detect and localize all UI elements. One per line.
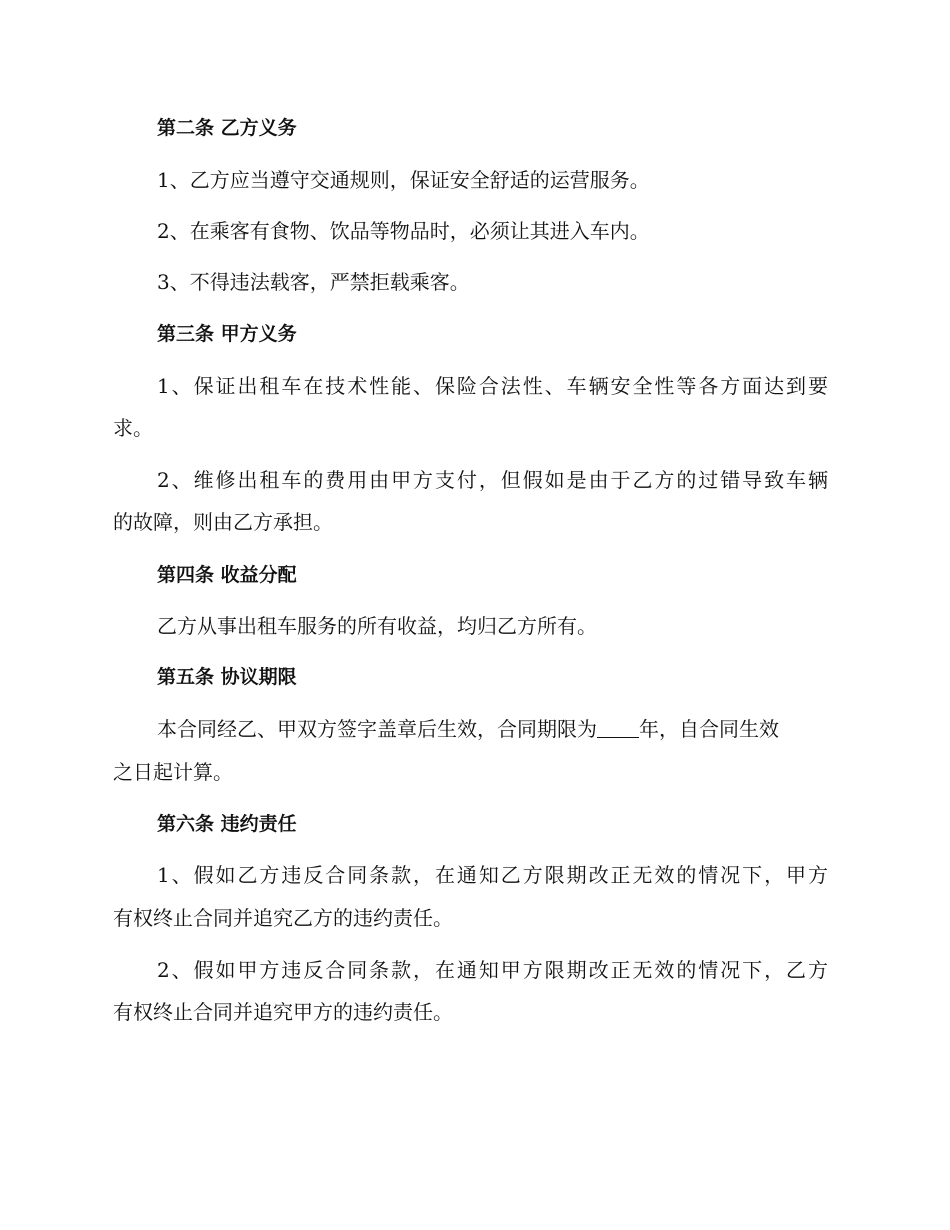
article-6-item-2-line-1: 2、假如甲方违反合同条款，在通知甲方限期改正无效的情况下，乙方 bbox=[157, 958, 828, 982]
article-3-item-2-line-1: 2、维修出租车的费用由甲方支付，但假如是由于乙方的过错导致车辆 bbox=[157, 468, 828, 492]
article-4-paragraph: 乙方从事出租车服务的所有收益，均归乙方所有。 bbox=[157, 614, 597, 638]
article-3-item-1-line-2: 求。 bbox=[113, 416, 153, 440]
article-5-text-b: 年，自合同生效 bbox=[639, 717, 779, 741]
article-2-item-2: 2、在乘客有食物、饮品等物品时，必须让其进入车内。 bbox=[157, 219, 650, 243]
article-2-item-3: 3、不得违法载客，严禁拒载乘客。 bbox=[157, 270, 470, 294]
article-3-item-2-line-2: 的故障，则由乙方承担。 bbox=[113, 510, 333, 534]
article-6-heading: 第六条 违约责任 bbox=[157, 813, 297, 835]
article-6-item-1-line-2: 有权终止合同并追究乙方的违约责任。 bbox=[113, 906, 453, 930]
article-3-item-1-line-1: 1、保证出租车在技术性能、保险合法性、车辆安全性等各方面达到要 bbox=[157, 374, 828, 398]
article-2-heading: 第二条 乙方义务 bbox=[157, 117, 297, 139]
article-2-item-1: 1、乙方应当遵守交通规则，保证安全舒适的运营服务。 bbox=[157, 168, 650, 192]
article-5-text-a: 本合同经乙、甲双方签字盖章后生效，合同期限为 bbox=[157, 717, 597, 741]
article-6-item-1-line-1: 1、假如乙方违反合同条款，在通知乙方限期改正无效的情况下，甲方 bbox=[157, 863, 828, 887]
article-6-item-2-line-2: 有权终止合同并追究甲方的违约责任。 bbox=[113, 1000, 453, 1024]
article-5-paragraph-line-1 bbox=[157, 715, 779, 743]
article-5-heading: 第五条 协议期限 bbox=[157, 666, 297, 688]
article-3-heading: 第三条 甲方义务 bbox=[157, 323, 297, 345]
article-4-heading: 第四条 收益分配 bbox=[157, 564, 297, 586]
term-years-blank bbox=[597, 717, 639, 738]
article-5-paragraph-line-2: 之日起计算。 bbox=[113, 760, 233, 784]
